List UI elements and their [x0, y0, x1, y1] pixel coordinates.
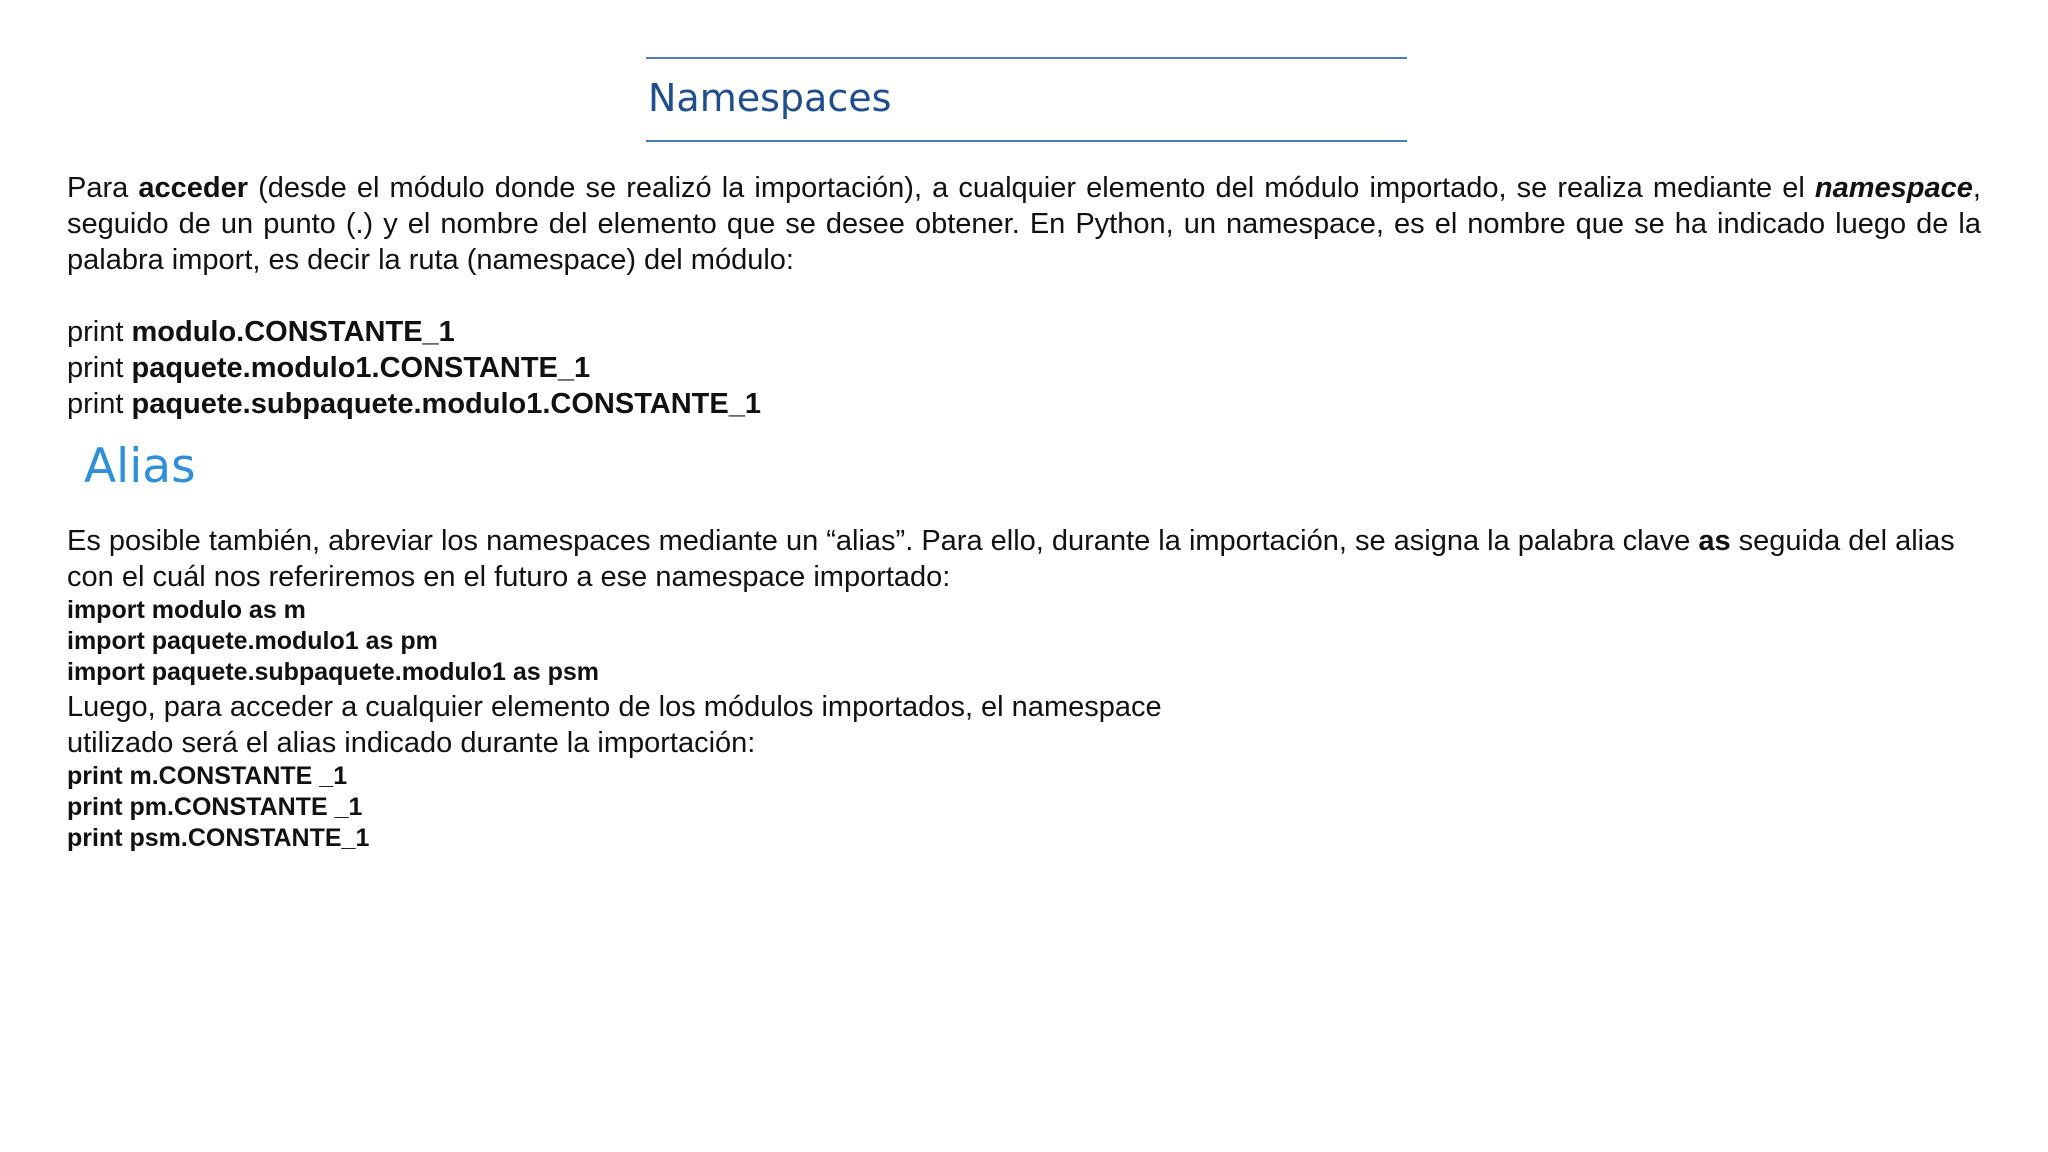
- alias-bold-as: as: [1698, 525, 1731, 557]
- import-examples: [67, 595, 1981, 688]
- print-expression: modulo.CONSTANTE_1: [131, 316, 455, 348]
- intro-text-1: Para: [67, 172, 139, 204]
- print-keyword: print: [67, 352, 132, 384]
- intro-bold-italic-namespace: namespace: [1814, 172, 1973, 204]
- alias-print-line: print psm.CONSTANTE_1: [67, 824, 370, 852]
- print-keyword: print: [67, 388, 132, 420]
- print-example-line: [67, 350, 1981, 386]
- import-example-line: import paquete.subpaquete.modulo1 as psm: [67, 658, 600, 686]
- print-example-line: [67, 386, 1981, 422]
- alias-print-line: print pm.CONSTANTE _1: [67, 793, 363, 821]
- alias-print-line: print m.CONSTANTE _1: [67, 762, 348, 790]
- import-example-line: import modulo as m: [67, 596, 306, 624]
- title-top-rule: [646, 57, 1407, 59]
- print-example-line: [67, 314, 1981, 350]
- intro-bold-acceder: acceder: [138, 172, 249, 204]
- title-bottom-rule: [646, 140, 1407, 142]
- alias-text-1: Es posible también, abreviar los namespaces mediante un “alias”. Para ello, durante la importación, se asigna la palabra clave: [67, 525, 1699, 557]
- namespace-intro-paragraph: [67, 170, 1981, 278]
- intro-text-3: , seguido de un punto (.) y el nombre del elemento que se desee obtener. En Python, un namespace, es el nombre que se ha indicado luego de la palabra import, es decir la ruta (namespace) del módulo:: [67, 172, 1981, 276]
- alias-usage-line: utilizado será el alias indicado durante la importación:: [67, 727, 756, 759]
- page-title: Namespaces: [648, 76, 892, 120]
- print-expression: paquete.modulo1.CONSTANTE_1: [131, 352, 591, 384]
- alias-heading: Alias: [84, 439, 196, 494]
- alias-usage-paragraph: [67, 689, 1981, 761]
- print-keyword: print: [67, 316, 132, 348]
- intro-text-2: (desde el módulo donde se realizó la importación), a cualquier elemento del módulo importado, se realiza mediante el: [248, 172, 1815, 204]
- import-example-line: import paquete.modulo1 as pm: [67, 627, 438, 655]
- alias-text-2: seguida del alias con el cuál nos referiremos en el futuro a ese namespace importado:: [67, 525, 1955, 593]
- alias-print-examples: [67, 761, 1981, 854]
- print-examples: [67, 314, 1981, 422]
- alias-intro-paragraph: [67, 523, 1981, 595]
- print-expression: paquete.subpaquete.modulo1.CONSTANTE_1: [131, 388, 761, 420]
- alias-usage-line: Luego, para acceder a cualquier elemento de los módulos importados, el namespace: [67, 691, 1162, 723]
